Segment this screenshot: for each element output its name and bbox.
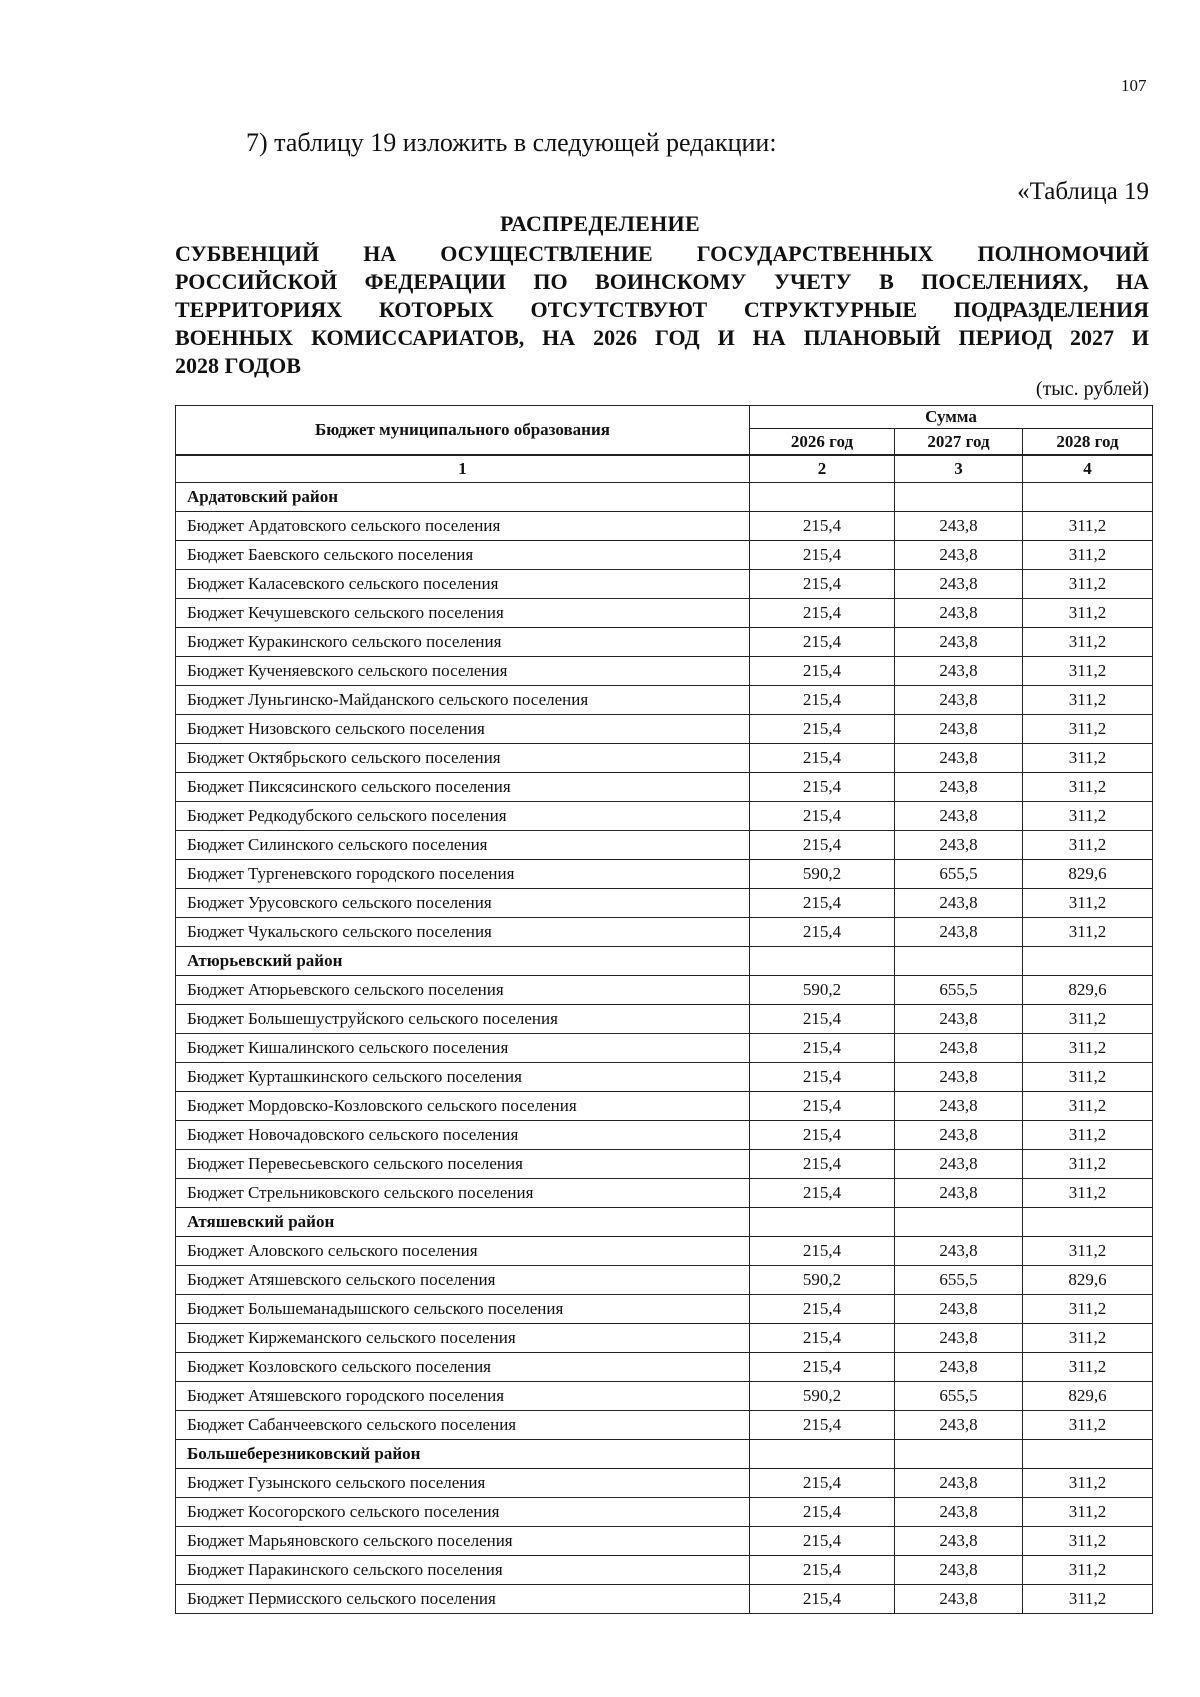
table-row	[176, 976, 1153, 1005]
amount-2028	[1023, 1208, 1153, 1237]
amount-2028: 311,2	[1023, 1585, 1153, 1614]
amount-2027: 243,8	[895, 1295, 1023, 1324]
amount-2026: 215,4	[750, 1353, 895, 1382]
table-row	[176, 1005, 1153, 1034]
title-line: ВОЕННЫХ КОМИССАРИАТОВ, НА 2026 ГОД И НА ПЛАНОВЫЙ ПЕРИОД 2027 И	[175, 325, 1149, 350]
district-row	[176, 1208, 1153, 1237]
table-row	[176, 1150, 1153, 1179]
table-row	[176, 628, 1153, 657]
amount-2028: 311,2	[1023, 1498, 1153, 1527]
amount-2027: 243,8	[895, 1469, 1023, 1498]
amount-2027: 243,8	[895, 1005, 1023, 1034]
amount-2026: 215,4	[750, 1411, 895, 1440]
budget-name: Бюджет Аловского сельского поселения	[176, 1237, 750, 1266]
table-row	[176, 686, 1153, 715]
budget-name: Бюджет Кечушевского сельского поселения	[176, 599, 750, 628]
amount-2028: 311,2	[1023, 1237, 1153, 1266]
amount-2028: 829,6	[1023, 1382, 1153, 1411]
amount-2028: 311,2	[1023, 1556, 1153, 1585]
amount-2027: 243,8	[895, 657, 1023, 686]
amount-2026: 215,4	[750, 802, 895, 831]
table-row	[176, 541, 1153, 570]
amount-2026: 215,4	[750, 1034, 895, 1063]
amount-2028: 311,2	[1023, 744, 1153, 773]
amount-2028: 311,2	[1023, 628, 1153, 657]
amount-2027	[895, 1440, 1023, 1469]
subvention-table	[175, 405, 1153, 1614]
table-row	[176, 918, 1153, 947]
table-row	[176, 889, 1153, 918]
amount-2027: 243,8	[895, 918, 1023, 947]
amount-2027: 243,8	[895, 1527, 1023, 1556]
amount-2026: 215,4	[750, 1005, 895, 1034]
table-row	[176, 831, 1153, 860]
amount-2026: 215,4	[750, 1063, 895, 1092]
amount-2027: 655,5	[895, 976, 1023, 1005]
title-line: ТЕРРИТОРИЯХ КОТОРЫХ ОТСУТСТВУЮТ СТРУКТУРНЫЕ ПОДРАЗДЕЛЕНИЯ	[175, 297, 1149, 322]
amount-2026: 215,4	[750, 512, 895, 541]
table-row	[176, 1382, 1153, 1411]
amount-2026: 590,2	[750, 860, 895, 889]
table-row	[176, 1034, 1153, 1063]
budget-name: Бюджет Тургеневского городского поселения	[176, 860, 750, 889]
amount-2027: 243,8	[895, 831, 1023, 860]
table-row	[176, 1063, 1153, 1092]
budget-name: Бюджет Кишалинского сельского поселения	[176, 1034, 750, 1063]
budget-name: Бюджет Октябрьского сельского поселения	[176, 744, 750, 773]
amount-2026: 215,4	[750, 1324, 895, 1353]
amount-2026: 215,4	[750, 1469, 895, 1498]
table-row	[176, 773, 1153, 802]
budget-name: Бюджет Мордовско-Козловского сельского поселения	[176, 1092, 750, 1121]
amount-2027: 243,8	[895, 1324, 1023, 1353]
amount-2028	[1023, 483, 1153, 512]
amount-2027: 243,8	[895, 802, 1023, 831]
budget-name: Бюджет Куракинского сельского поселения	[176, 628, 750, 657]
amount-2026: 215,4	[750, 1527, 895, 1556]
table-row	[176, 1498, 1153, 1527]
title-line: 2028 ГОДОВ	[175, 353, 301, 378]
units-note: (тыс. рублей)	[1035, 378, 1149, 400]
amendment-intro: 7) таблицу 19 изложить в следующей редакции:	[246, 128, 777, 157]
district-row	[176, 947, 1153, 976]
district-row	[176, 1440, 1153, 1469]
amount-2027: 243,8	[895, 1179, 1023, 1208]
amount-2026: 215,4	[750, 744, 895, 773]
budget-name: Бюджет Редкодубского сельского поселения	[176, 802, 750, 831]
amount-2026: 215,4	[750, 1295, 895, 1324]
table-row	[176, 1092, 1153, 1121]
table-row	[176, 1237, 1153, 1266]
table-body	[176, 483, 1153, 1614]
amount-2027: 243,8	[895, 1556, 1023, 1585]
column-number: 3	[895, 455, 1023, 483]
amount-2028: 311,2	[1023, 541, 1153, 570]
amount-2026	[750, 1208, 895, 1237]
budget-name: Бюджет Урусовского сельского поселения	[176, 889, 750, 918]
amount-2026	[750, 483, 895, 512]
table-row	[176, 1353, 1153, 1382]
amount-2027: 243,8	[895, 599, 1023, 628]
amount-2027: 243,8	[895, 686, 1023, 715]
table-row	[176, 744, 1153, 773]
amount-2027: 243,8	[895, 570, 1023, 599]
district-name: Атяшевский район	[176, 1208, 750, 1237]
amount-2028: 311,2	[1023, 1353, 1153, 1382]
amount-2027: 243,8	[895, 1585, 1023, 1614]
budget-name: Бюджет Кученяевского сельского поселения	[176, 657, 750, 686]
table-row	[176, 1527, 1153, 1556]
amount-2028: 311,2	[1023, 802, 1153, 831]
district-name: Атюрьевский район	[176, 947, 750, 976]
amount-2026: 215,4	[750, 686, 895, 715]
amount-2028	[1023, 947, 1153, 976]
document-heading: РАСПРЕДЕЛЕНИЕ	[500, 211, 700, 236]
table-row	[176, 860, 1153, 889]
district-name: Ардатовский район	[176, 483, 750, 512]
amount-2027: 243,8	[895, 1063, 1023, 1092]
amount-2027: 243,8	[895, 1150, 1023, 1179]
budget-name: Бюджет Большешуструйского сельского поселения	[176, 1005, 750, 1034]
budget-name: Бюджет Атюрьевского сельского поселения	[176, 976, 750, 1005]
amount-2026: 215,4	[750, 773, 895, 802]
title-line: РОССИЙСКОЙ ФЕДЕРАЦИИ ПО ВОИНСКОМУ УЧЕТУ В ПОСЕЛЕНИЯХ, НА	[175, 269, 1149, 294]
amount-2026: 215,4	[750, 1556, 895, 1585]
amount-2028: 311,2	[1023, 1150, 1153, 1179]
column-number: 1	[176, 455, 750, 483]
budget-name: Бюджет Косогорского сельского поселения	[176, 1498, 750, 1527]
amount-2028: 829,6	[1023, 1266, 1153, 1295]
amount-2026: 590,2	[750, 1266, 895, 1295]
amount-2028: 311,2	[1023, 1179, 1153, 1208]
amount-2027: 243,8	[895, 773, 1023, 802]
column-number: 4	[1023, 455, 1153, 483]
amount-2028: 311,2	[1023, 1324, 1153, 1353]
amount-2028: 311,2	[1023, 1121, 1153, 1150]
amount-2027	[895, 1208, 1023, 1237]
amount-2028: 311,2	[1023, 686, 1153, 715]
amount-2028: 311,2	[1023, 889, 1153, 918]
amount-2028: 311,2	[1023, 1527, 1153, 1556]
amount-2026: 215,4	[750, 599, 895, 628]
amount-2027: 243,8	[895, 715, 1023, 744]
budget-name: Бюджет Пермисского сельского поселения	[176, 1585, 750, 1614]
header-sum: Сумма	[750, 406, 1153, 429]
amount-2027: 243,8	[895, 1034, 1023, 1063]
budget-name: Бюджет Ардатовского сельского поселения	[176, 512, 750, 541]
amount-2028: 311,2	[1023, 1469, 1153, 1498]
table-label: «Таблица 19	[1017, 178, 1149, 205]
table-row	[176, 715, 1153, 744]
amount-2026	[750, 1440, 895, 1469]
budget-name: Бюджет Силинского сельского поселения	[176, 831, 750, 860]
amount-2027: 243,8	[895, 1411, 1023, 1440]
amount-2028: 311,2	[1023, 831, 1153, 860]
budget-name: Бюджет Низовского сельского поселения	[176, 715, 750, 744]
table-row	[176, 1179, 1153, 1208]
amount-2027	[895, 947, 1023, 976]
header-budget: Бюджет муниципального образования	[176, 406, 750, 456]
amount-2027: 243,8	[895, 512, 1023, 541]
amount-2027: 243,8	[895, 1353, 1023, 1382]
amount-2026: 215,4	[750, 1237, 895, 1266]
budget-name: Бюджет Баевского сельского поселения	[176, 541, 750, 570]
amount-2026: 215,4	[750, 1585, 895, 1614]
budget-name: Бюджет Паракинского сельского поселения	[176, 1556, 750, 1585]
header-year-2026: 2026 год	[750, 429, 895, 455]
table-row	[176, 570, 1153, 599]
table-row	[176, 1411, 1153, 1440]
document-title	[175, 240, 1149, 380]
amount-2026: 215,4	[750, 657, 895, 686]
amount-2026: 215,4	[750, 1498, 895, 1527]
amount-2026: 215,4	[750, 570, 895, 599]
amount-2027: 243,8	[895, 1237, 1023, 1266]
amount-2028: 311,2	[1023, 1411, 1153, 1440]
amount-2028	[1023, 1440, 1153, 1469]
amount-2026: 215,4	[750, 541, 895, 570]
amount-2028: 311,2	[1023, 599, 1153, 628]
budget-name: Бюджет Пиксясинского сельского поселения	[176, 773, 750, 802]
amount-2026	[750, 947, 895, 976]
amount-2028: 311,2	[1023, 1034, 1153, 1063]
header-year-2027: 2027 год	[895, 429, 1023, 455]
amount-2026: 215,4	[750, 1179, 895, 1208]
table-row	[176, 657, 1153, 686]
amount-2026: 215,4	[750, 628, 895, 657]
header-year-2028: 2028 год	[1023, 429, 1153, 455]
amount-2027: 243,8	[895, 889, 1023, 918]
amount-2028: 311,2	[1023, 512, 1153, 541]
amount-2027: 243,8	[895, 1121, 1023, 1150]
amount-2026: 215,4	[750, 889, 895, 918]
budget-name: Бюджет Луньгинско-Майданского сельского поселения	[176, 686, 750, 715]
amount-2026: 590,2	[750, 1382, 895, 1411]
district-name: Большеберезниковский район	[176, 1440, 750, 1469]
amount-2026: 215,4	[750, 1092, 895, 1121]
amount-2028: 311,2	[1023, 570, 1153, 599]
table-row	[176, 802, 1153, 831]
table-row	[176, 1324, 1153, 1353]
amount-2027: 655,5	[895, 1266, 1023, 1295]
budget-name: Бюджет Курташкинского сельского поселения	[176, 1063, 750, 1092]
budget-name: Бюджет Чукальского сельского поселения	[176, 918, 750, 947]
amount-2028: 311,2	[1023, 1005, 1153, 1034]
budget-name: Бюджет Козловского сельского поселения	[176, 1353, 750, 1382]
budget-name: Бюджет Атяшевского городского поселения	[176, 1382, 750, 1411]
amount-2028: 311,2	[1023, 1295, 1153, 1324]
amount-2028: 311,2	[1023, 1092, 1153, 1121]
amount-2028: 311,2	[1023, 1063, 1153, 1092]
table-row	[176, 1585, 1153, 1614]
budget-name: Бюджет Новочадовского сельского поселения	[176, 1121, 750, 1150]
table-row	[176, 599, 1153, 628]
page-number: 107	[1121, 76, 1147, 95]
budget-name: Бюджет Киржеманского сельского поселения	[176, 1324, 750, 1353]
amount-2028: 311,2	[1023, 773, 1153, 802]
amount-2028: 829,6	[1023, 976, 1153, 1005]
amount-2027: 243,8	[895, 1498, 1023, 1527]
column-number: 2	[750, 455, 895, 483]
title-line: СУБВЕНЦИЙ НА ОСУЩЕСТВЛЕНИЕ ГОСУДАРСТВЕННЫХ ПОЛНОМОЧИЙ	[175, 241, 1149, 266]
table-row	[176, 1556, 1153, 1585]
table-row	[176, 1266, 1153, 1295]
budget-name: Бюджет Сабанчеевского сельского поселения	[176, 1411, 750, 1440]
amount-2026: 215,4	[750, 1150, 895, 1179]
amount-2027: 243,8	[895, 744, 1023, 773]
budget-name: Бюджет Гузынского сельского поселения	[176, 1469, 750, 1498]
amount-2026: 590,2	[750, 976, 895, 1005]
budget-name: Бюджет Перевесьевского сельского поселения	[176, 1150, 750, 1179]
budget-name: Бюджет Каласевского сельского поселения	[176, 570, 750, 599]
amount-2028: 829,6	[1023, 860, 1153, 889]
amount-2027: 655,5	[895, 1382, 1023, 1411]
table-row	[176, 512, 1153, 541]
amount-2027: 243,8	[895, 1092, 1023, 1121]
amount-2026: 215,4	[750, 1121, 895, 1150]
amount-2026: 215,4	[750, 918, 895, 947]
amount-2027: 243,8	[895, 541, 1023, 570]
budget-name: Бюджет Стрельниковского сельского поселения	[176, 1179, 750, 1208]
amount-2026: 215,4	[750, 831, 895, 860]
amount-2027	[895, 483, 1023, 512]
amount-2027: 655,5	[895, 860, 1023, 889]
budget-name: Бюджет Атяшевского сельского поселения	[176, 1266, 750, 1295]
budget-name: Бюджет Большеманадышского сельского поселения	[176, 1295, 750, 1324]
table-row	[176, 1295, 1153, 1324]
amount-2028: 311,2	[1023, 657, 1153, 686]
amount-2028: 311,2	[1023, 918, 1153, 947]
table-row	[176, 1469, 1153, 1498]
amount-2028: 311,2	[1023, 715, 1153, 744]
district-row	[176, 483, 1153, 512]
amount-2026: 215,4	[750, 715, 895, 744]
table-row	[176, 1121, 1153, 1150]
budget-name: Бюджет Марьяновского сельского поселения	[176, 1527, 750, 1556]
amount-2027: 243,8	[895, 628, 1023, 657]
